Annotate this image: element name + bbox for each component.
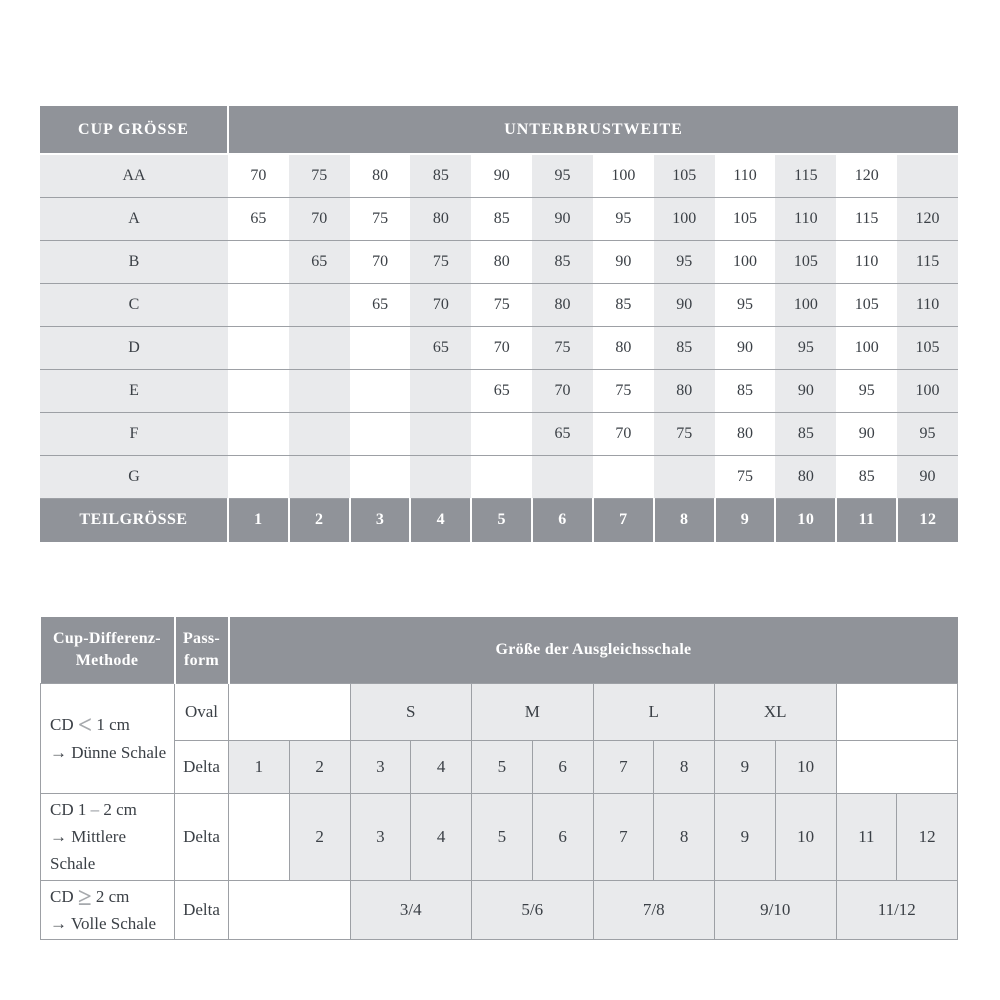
size-cell: 115: [897, 240, 958, 283]
dash-symbol: –: [90, 800, 100, 819]
passform-header: [175, 617, 229, 684]
size-cell: 70: [532, 369, 593, 412]
size-cell: [654, 455, 715, 498]
size-table-header-row: [40, 106, 958, 154]
teilgroesse-cell: 10: [775, 498, 836, 542]
size-cell: 80: [471, 240, 532, 283]
size-cell: [289, 455, 350, 498]
shell-size-cell-empty: [229, 684, 351, 741]
cup-size-table: [40, 106, 958, 542]
passform-cell: Delta: [175, 880, 229, 939]
method-prefix: CD 1: [50, 800, 87, 819]
size-cell: [410, 455, 471, 498]
size-cell: 80: [532, 283, 593, 326]
method-header-line: Cup-Differenz-: [53, 629, 161, 647]
size-cell: [532, 455, 593, 498]
delta-row: [41, 741, 958, 794]
size-cell: [350, 412, 411, 455]
size-cell: 85: [593, 283, 654, 326]
size-cell: 90: [532, 197, 593, 240]
size-cell: 90: [715, 326, 776, 369]
size-cell: 100: [593, 154, 654, 197]
method-suffix: 1 cm: [96, 715, 130, 735]
size-cell: 115: [775, 154, 836, 197]
table-row: [40, 455, 958, 498]
method-header-line: Methode: [75, 652, 139, 669]
size-cell: 80: [410, 197, 471, 240]
table-row: [40, 154, 958, 197]
table-row: [40, 283, 958, 326]
size-cell: 75: [410, 240, 471, 283]
size-cell: [289, 283, 350, 326]
method-suffix: 2 cm: [95, 886, 130, 906]
delta-cell-empty: [229, 794, 290, 881]
method-result: → Mittlere Schale: [50, 827, 127, 874]
size-cell: [471, 412, 532, 455]
size-cell: [350, 369, 411, 412]
teilgroesse-cell: 8: [654, 498, 715, 542]
oval-row: [41, 684, 958, 741]
teilgroesse-cell: 11: [836, 498, 897, 542]
delta-cell: 10: [775, 794, 836, 881]
size-cell: 65: [350, 283, 411, 326]
unterbrustweite-header: UNTERBRUSTWEITE: [228, 106, 958, 154]
shell-size-table: [40, 617, 958, 940]
greater-equal-symbol: ≥: [77, 883, 92, 911]
size-cell: [350, 455, 411, 498]
size-cell: 95: [836, 369, 897, 412]
shell-size-cell: S: [350, 684, 472, 741]
size-cell: [410, 369, 471, 412]
size-cell: [228, 369, 289, 412]
delta-cell: 11/12: [836, 880, 958, 939]
teilgroesse-cell: 4: [410, 498, 471, 542]
delta-cell: 9/10: [715, 880, 837, 939]
less-than-symbol: <: [77, 712, 93, 740]
method-cell: [41, 880, 175, 939]
size-cell: 95: [654, 240, 715, 283]
teilgroesse-cell: 2: [289, 498, 350, 542]
size-cell: [228, 412, 289, 455]
delta-row: [41, 880, 958, 939]
size-cell: 75: [350, 197, 411, 240]
size-cell: 80: [654, 369, 715, 412]
size-cell: 80: [775, 455, 836, 498]
size-cell: 65: [410, 326, 471, 369]
delta-cell: 7: [593, 794, 654, 881]
delta-cell: 7/8: [593, 880, 715, 939]
passform-cell: Oval: [175, 684, 229, 741]
size-cell: 75: [593, 369, 654, 412]
cup-groesse-header: CUP GRÖSSE: [40, 106, 228, 154]
size-cell: 70: [289, 197, 350, 240]
size-cell: 75: [532, 326, 593, 369]
delta-cell: 8: [654, 794, 715, 881]
delta-cell: 5: [472, 794, 533, 881]
method-condition: [50, 711, 172, 738]
size-cell: 95: [593, 197, 654, 240]
method-result: → Volle Schale: [50, 913, 157, 933]
teilgroesse-cell: 5: [471, 498, 532, 542]
delta-cell: 9: [715, 741, 776, 794]
size-cell: 75: [289, 154, 350, 197]
size-cell: 85: [775, 412, 836, 455]
size-cell: 70: [593, 412, 654, 455]
delta-cell: 3: [350, 741, 411, 794]
size-cell: 65: [471, 369, 532, 412]
size-cell: [228, 326, 289, 369]
teilgroesse-cell: 7: [593, 498, 654, 542]
delta-cell-empty: [836, 741, 958, 794]
delta-cell: 10: [775, 741, 836, 794]
table-row: [40, 240, 958, 283]
size-cell: 95: [897, 412, 958, 455]
size-cell: 100: [775, 283, 836, 326]
size-cell: 105: [897, 326, 958, 369]
delta-cell: 8: [654, 741, 715, 794]
size-cell: 70: [471, 326, 532, 369]
size-cell: 100: [715, 240, 776, 283]
size-cell: 90: [897, 455, 958, 498]
size-cell: 70: [410, 283, 471, 326]
size-cell: [228, 455, 289, 498]
shell-size-cell: M: [472, 684, 594, 741]
size-cell: [289, 326, 350, 369]
size-cell: 70: [228, 154, 289, 197]
size-cell: 105: [836, 283, 897, 326]
cup-row-label: B: [40, 240, 228, 283]
size-cell: 100: [836, 326, 897, 369]
teilgroesse-cell: 1: [228, 498, 289, 542]
delta-cell: 9: [715, 794, 776, 881]
method-prefix: CD: [50, 886, 74, 906]
cup-row-label: A: [40, 197, 228, 240]
delta-row: [41, 794, 958, 881]
size-cell: [289, 369, 350, 412]
size-cell: 110: [836, 240, 897, 283]
method-condition: [50, 796, 172, 823]
cup-row-label: C: [40, 283, 228, 326]
size-cell: [228, 283, 289, 326]
delta-cell: 3: [350, 794, 411, 881]
delta-cell: 1: [229, 741, 290, 794]
table-row: [40, 326, 958, 369]
shell-size-header: Größe der Ausgleichsschale: [229, 617, 958, 684]
cup-row-label: AA: [40, 154, 228, 197]
teilgroesse-cell: 3: [350, 498, 411, 542]
teilgroesse-cell: 6: [532, 498, 593, 542]
cup-row-label: G: [40, 455, 228, 498]
table-row: [40, 412, 958, 455]
passform-cell: Delta: [175, 794, 229, 881]
size-cell: 120: [836, 154, 897, 197]
delta-cell: 2: [289, 741, 350, 794]
passform-cell: Delta: [175, 741, 229, 794]
size-cell: 65: [289, 240, 350, 283]
method-condition: [50, 883, 172, 910]
size-cell: 90: [836, 412, 897, 455]
size-cell: 80: [350, 154, 411, 197]
shell-size-cell-empty: [836, 684, 958, 741]
method-cell: [41, 794, 175, 881]
size-cell: 75: [715, 455, 776, 498]
size-cell: 85: [715, 369, 776, 412]
size-cell: 105: [654, 154, 715, 197]
size-cell: 65: [228, 197, 289, 240]
size-cell: [410, 412, 471, 455]
size-cell: 95: [715, 283, 776, 326]
size-cell: 85: [410, 154, 471, 197]
size-cell: [228, 240, 289, 283]
size-cell: 110: [715, 154, 776, 197]
size-cell: 90: [471, 154, 532, 197]
shell-size-cell: L: [593, 684, 715, 741]
shell-table-header-row: [41, 617, 958, 684]
passform-header-line: Pass-: [182, 629, 221, 647]
size-cell: 110: [775, 197, 836, 240]
cup-row-label: D: [40, 326, 228, 369]
delta-cell-empty: [229, 880, 351, 939]
size-cell: 75: [471, 283, 532, 326]
delta-cell: 5: [472, 741, 533, 794]
delta-cell: 5/6: [472, 880, 594, 939]
size-cell: [289, 412, 350, 455]
table-row: [40, 369, 958, 412]
size-cell: 95: [532, 154, 593, 197]
method-header: [41, 617, 175, 684]
delta-cell: 7: [593, 741, 654, 794]
teilgroesse-row: [40, 498, 958, 542]
size-cell: [350, 326, 411, 369]
delta-cell: 3/4: [350, 880, 472, 939]
size-cell: 120: [897, 197, 958, 240]
delta-cell: 2: [289, 794, 350, 881]
cup-row-label: E: [40, 369, 228, 412]
size-cell: 90: [654, 283, 715, 326]
method-suffix: 2 cm: [103, 800, 137, 819]
size-cell: [593, 455, 654, 498]
size-cell: 100: [654, 197, 715, 240]
size-cell: 115: [836, 197, 897, 240]
shell-size-cell: XL: [715, 684, 837, 741]
size-cell: 95: [775, 326, 836, 369]
size-cell: 90: [593, 240, 654, 283]
size-cell: 80: [715, 412, 776, 455]
size-cell: 85: [654, 326, 715, 369]
method-result: → Dünne Schale: [50, 742, 167, 762]
delta-cell: 4: [411, 794, 472, 881]
teilgroesse-label: TEILGRÖSSE: [40, 498, 228, 542]
size-cell: 85: [532, 240, 593, 283]
delta-cell: 6: [532, 794, 593, 881]
size-cell: 110: [897, 283, 958, 326]
cup-row-label: F: [40, 412, 228, 455]
size-cell: 65: [532, 412, 593, 455]
size-cell: 70: [350, 240, 411, 283]
size-cell: [897, 154, 958, 197]
teilgroesse-cell: 12: [897, 498, 958, 542]
size-cell: 90: [775, 369, 836, 412]
method-prefix: CD: [50, 715, 74, 735]
delta-cell: 12: [897, 794, 958, 881]
method-cell: [41, 684, 175, 794]
size-cell: 105: [715, 197, 776, 240]
passform-header-line: form: [184, 652, 219, 669]
table-row: [40, 197, 958, 240]
size-cell: 80: [593, 326, 654, 369]
size-cell: [471, 455, 532, 498]
delta-cell: 6: [532, 741, 593, 794]
size-cell: 85: [836, 455, 897, 498]
delta-cell: 4: [411, 741, 472, 794]
size-cell: 100: [897, 369, 958, 412]
delta-cell: 11: [836, 794, 897, 881]
size-cell: 85: [471, 197, 532, 240]
size-cell: 105: [775, 240, 836, 283]
teilgroesse-cell: 9: [715, 498, 776, 542]
size-cell: 75: [654, 412, 715, 455]
